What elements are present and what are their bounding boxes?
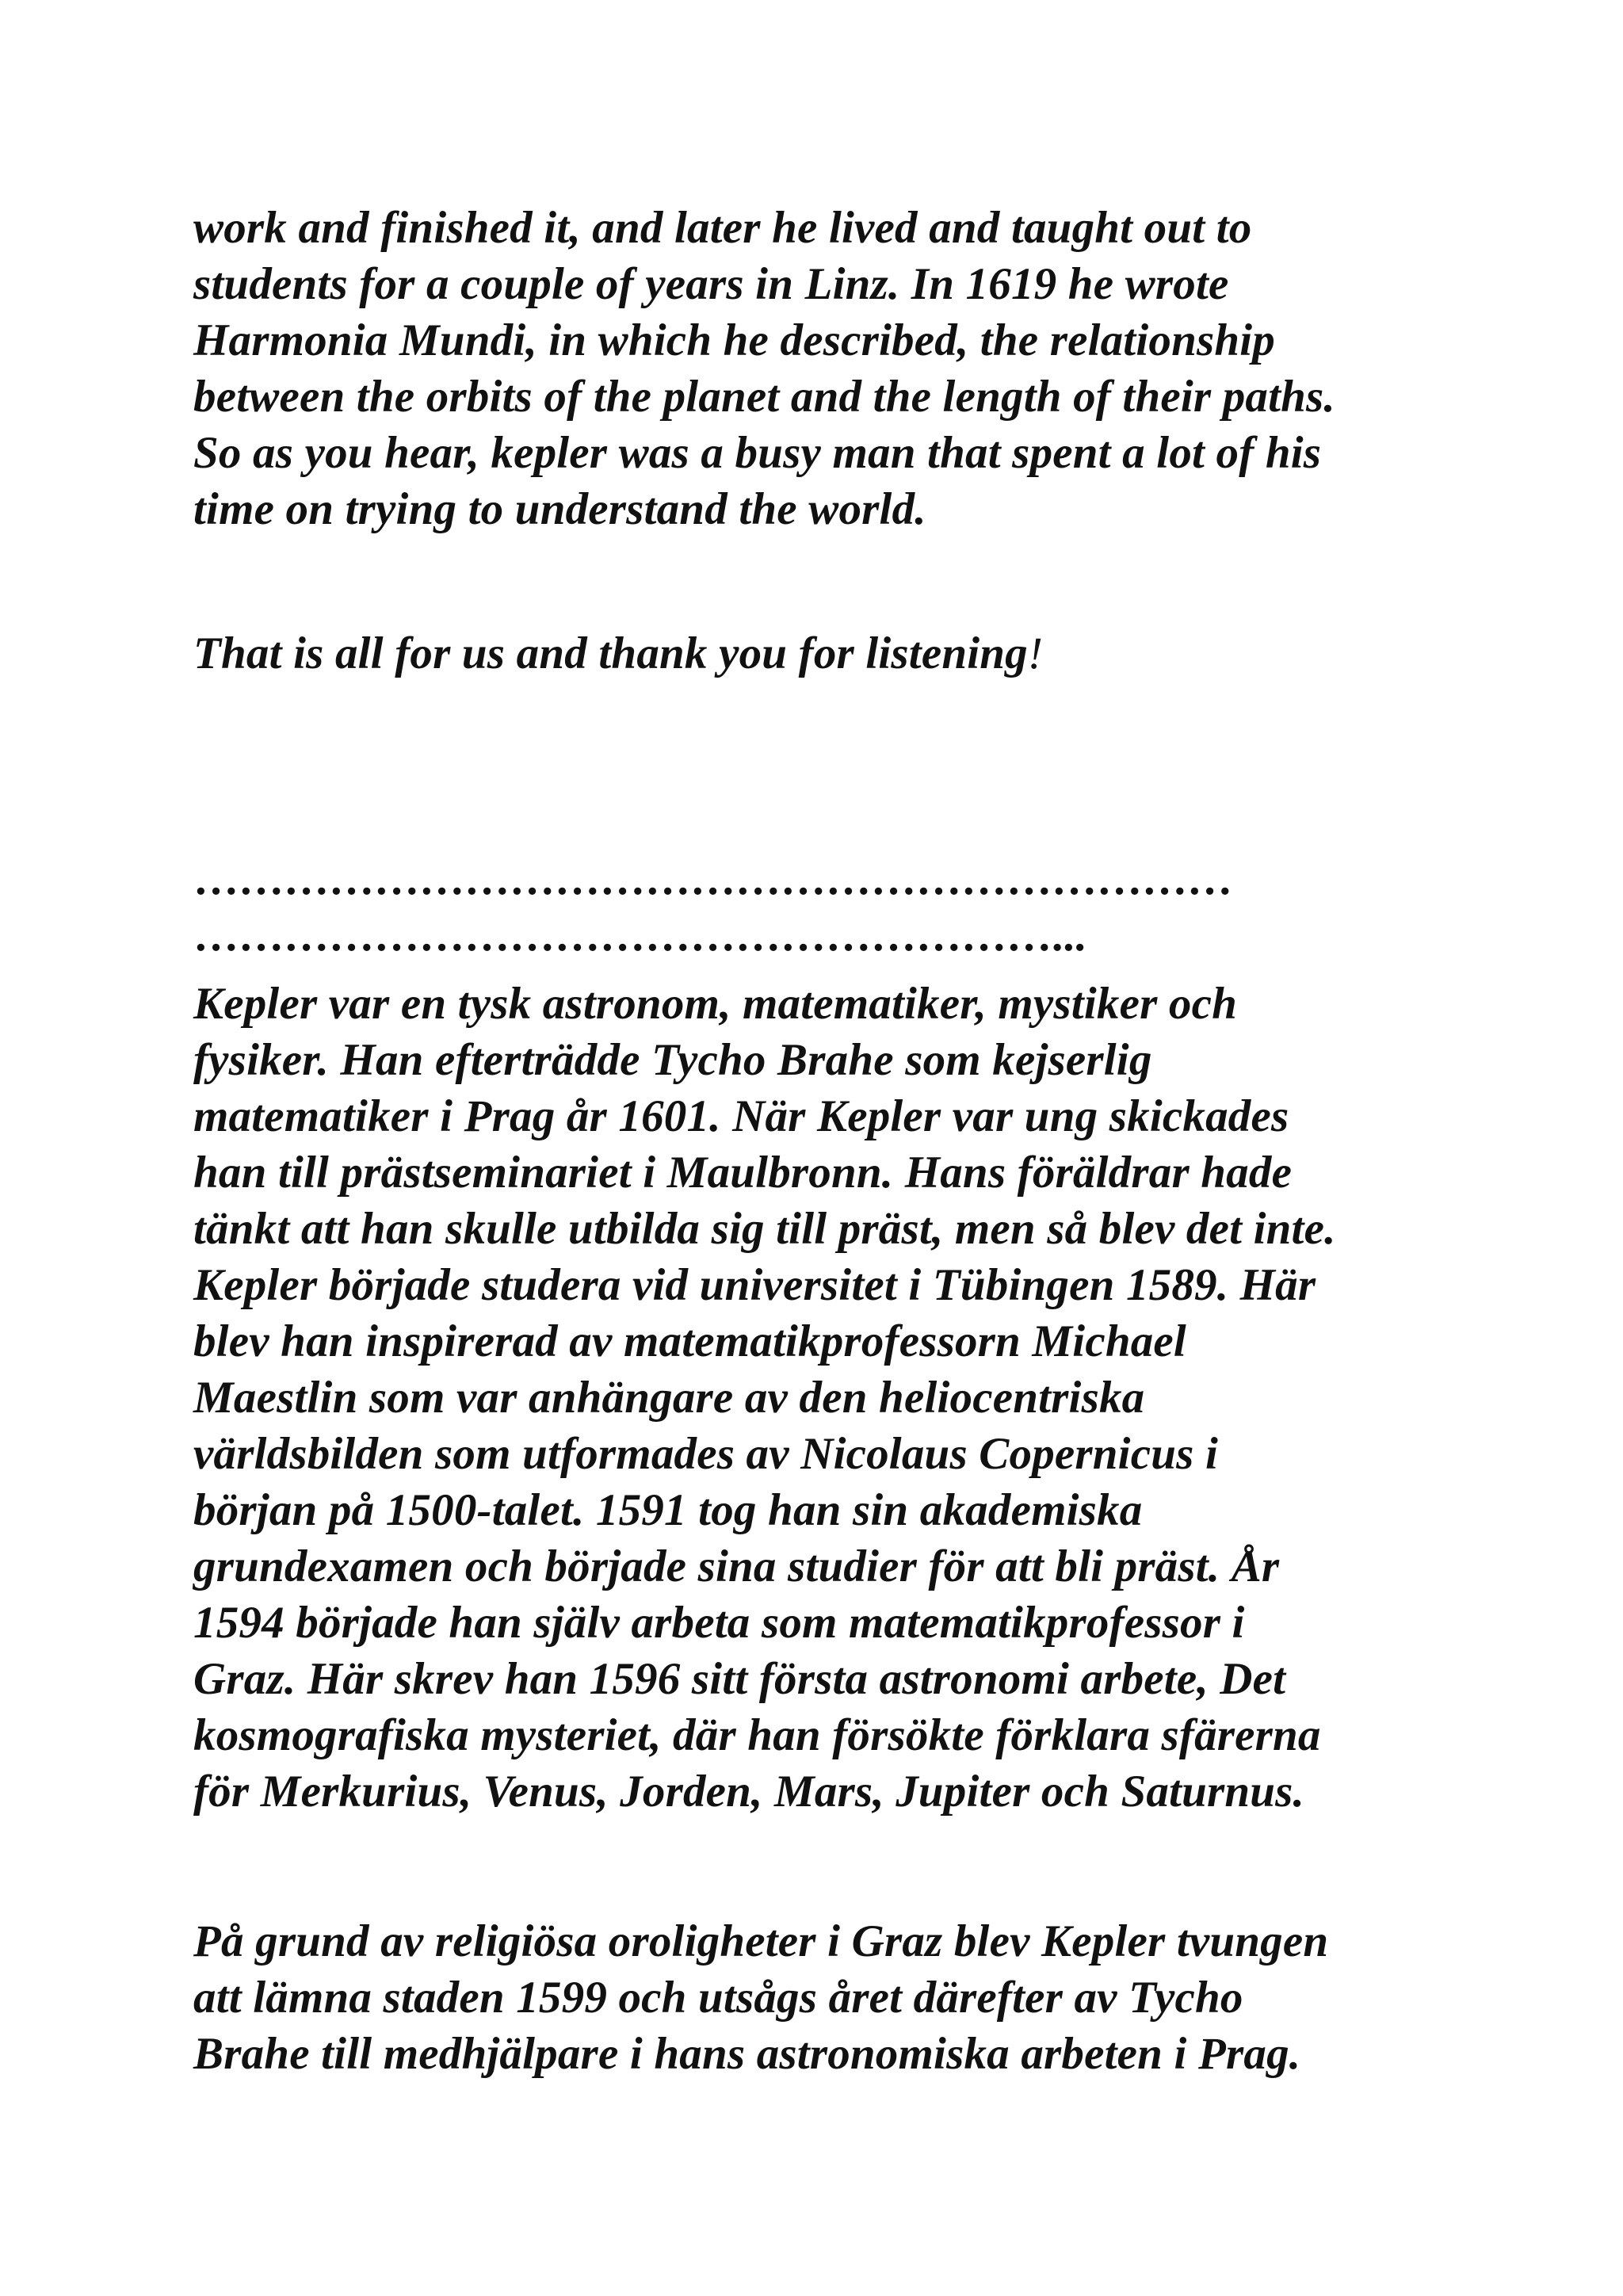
text-line: work and finished it, and later he lived and taught out to: [193, 203, 1252, 253]
exclamation-mark: !: [1027, 628, 1044, 678]
text-line: kosmografiska mysteriet, där han försökte förklara sfärerna: [193, 1710, 1321, 1760]
thanks-text: That is all for us and thank you for listening: [193, 628, 1028, 678]
text-line: [193, 625, 1493, 682]
text-line: Graz. Här skrev han 1596 sitt första astronomi arbete, Det: [193, 1654, 1286, 1704]
english-continuation-paragraph: [193, 200, 1493, 537]
text-line: att lämna staden 1599 och utsågs året därefter av Tycho: [193, 1973, 1243, 2023]
text-line: Kepler började studera vid universitet i Tübingen 1589. Här: [193, 1260, 1316, 1310]
dotted-divider: [193, 851, 1493, 964]
divider-line: …………………………………………………...: [193, 911, 1086, 961]
closing-thanks-line: [193, 625, 1493, 682]
text-line: Brahe till medhjälpare i hans astronomiska arbeten i Prag.: [193, 2029, 1301, 2079]
text-line: han till prästseminariet i Maulbronn. Hans föräldrar hade: [193, 1148, 1293, 1198]
text-line: So as you hear, kepler was a busy man that spent a lot of his: [193, 428, 1322, 478]
divider-line: ……………………………………………………………: [193, 854, 1232, 904]
text-line: 1594 började han själv arbeta som matematikprofessor i: [193, 1598, 1245, 1648]
text-line: början på 1500-talet. 1591 tog han sin akademiska: [193, 1485, 1143, 1535]
text-line: matematiker i Prag år 1601. När Kepler var ung skickades: [193, 1091, 1289, 1141]
text-line: världsbilden som utformades av Nicolaus Copernicus i: [193, 1429, 1218, 1479]
text-line: Kepler var en tysk astronom, matematiker, mystiker och: [193, 979, 1238, 1029]
text-line: blev han inspirerad av matematikprofessorn Michael: [193, 1316, 1186, 1366]
text-line: På grund av religiösa oroligheter i Graz blev Kepler tvungen: [193, 1916, 1329, 1966]
swedish-paragraph-graz-prague: [193, 1913, 1493, 2082]
text-line: time on trying to understand the world.: [193, 484, 926, 534]
text-line: för Merkurius, Venus, Jorden, Mars, Jupiter och Saturnus.: [193, 1767, 1304, 1817]
text-line: fysiker. Han efterträdde Tycho Brahe som kejserlig: [193, 1035, 1152, 1085]
text-line: tänkt att han skulle utbilda sig till präst, men så blev det inte.: [193, 1204, 1336, 1254]
text-line: Harmonia Mundi, in which he described, the relationship: [193, 315, 1276, 365]
text-line: Maestlin som var anhängare av den heliocentriska: [193, 1373, 1145, 1423]
text-line: students for a couple of years in Linz. In 1619 he wrote: [193, 259, 1229, 309]
swedish-paragraph-biography: [193, 976, 1493, 1820]
text-line: between the orbits of the planet and the length of their paths.: [193, 372, 1335, 422]
text-line: grundexamen och började sina studier för att bli präst. År: [193, 1541, 1280, 1591]
